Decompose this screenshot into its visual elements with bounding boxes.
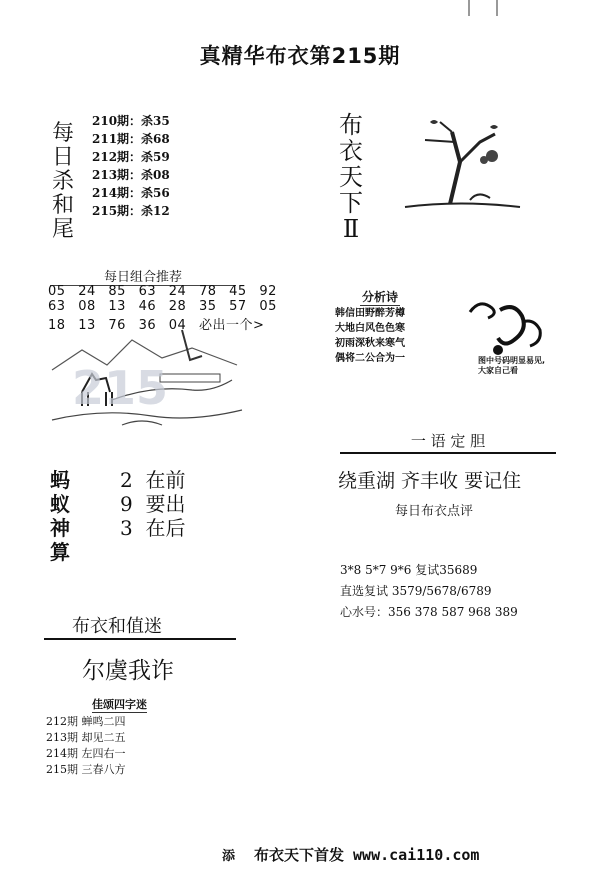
kill-line: 211期：杀68	[92, 132, 170, 146]
combo-row	[48, 284, 285, 299]
heading-char: 每	[51, 121, 74, 146]
combo-number: 57	[229, 299, 247, 314]
riddle-heading: 布衣和值迷	[72, 616, 162, 637]
top-mark	[496, 0, 498, 16]
kill-line: 214期：杀56	[92, 186, 170, 200]
kill-line: 212期：杀59	[92, 150, 170, 164]
riddle-line: 215期 三春八方	[46, 763, 126, 776]
combo-number: 04	[168, 318, 187, 333]
ant-number: 9	[120, 492, 133, 516]
kill-line: 215期：杀12	[92, 204, 170, 218]
combo-number: 35	[198, 299, 217, 314]
ant-line	[120, 516, 185, 540]
combo-number: 05	[259, 299, 277, 314]
poem-line: 韩信田野醉芳樽	[335, 308, 405, 319]
analysis-poem-heading: 分析诗	[361, 290, 398, 304]
ant-text: 要出	[145, 492, 186, 516]
brush-illustration	[460, 292, 550, 362]
combo-number: 13	[108, 299, 126, 314]
heading-char: 蚂	[50, 468, 70, 492]
riddle-line: 214期 左四右一	[46, 747, 126, 760]
daily-combo-grid	[48, 284, 285, 333]
combo-number: 78	[198, 284, 217, 299]
analysis-poem	[335, 306, 405, 366]
one-phrase-heading: 一 语 定 胆	[410, 432, 486, 450]
review-line: 心水号：356 378 587 968 389	[340, 605, 518, 619]
poem-caption	[478, 356, 545, 376]
combo-number: 46	[138, 299, 157, 314]
ant-line	[120, 468, 185, 492]
caption-line: 图中号码明显易见,	[478, 356, 546, 365]
heading-char: 和	[51, 193, 74, 218]
combo-number: 63	[48, 299, 66, 314]
top-mark	[468, 0, 470, 16]
combo-number: 28	[168, 299, 187, 314]
review-line: 3*8 5*7 9*6 复试35689	[340, 563, 478, 577]
daily-kill-heading	[50, 122, 76, 242]
combo-note: 必出一个>	[198, 318, 265, 333]
poem-line: 初雨深秋来寒气	[335, 338, 405, 349]
combo-number: 92	[259, 284, 277, 299]
kill-line: 210期：杀35	[92, 114, 170, 128]
combo-number: 08	[78, 299, 96, 314]
footer-text[interactable]: 布衣天下首发 www.cai110.com	[254, 846, 480, 864]
page-title: 真精华布衣第215期	[199, 44, 401, 68]
ant-line	[120, 492, 185, 516]
divider	[340, 452, 556, 454]
heading-char: 下	[339, 189, 363, 217]
landscape-illustration	[52, 330, 242, 440]
ant-text: 在后	[145, 516, 186, 540]
ant-number: 2	[120, 468, 133, 492]
tree-illustration	[400, 112, 530, 212]
one-phrase-slogan: 绕重湖 齐丰收 要记住	[338, 470, 522, 492]
review-line: 直选复试 3579/5678/6789	[340, 584, 492, 598]
heading-char: 布	[339, 111, 363, 139]
daily-review-heading: 每日布衣点评	[395, 504, 474, 519]
footer-mark: 添	[222, 849, 236, 864]
ant-god-heading	[50, 468, 70, 564]
poem-line: 大地白风色色寒	[335, 323, 405, 334]
heading-char: 神	[50, 516, 70, 540]
riddle-line: 212期 蝉鸣二四	[46, 715, 126, 728]
combo-number: 24	[168, 284, 187, 299]
heading-char: 蚁	[50, 492, 70, 516]
riddle-subheading: 佳颂四字迷	[92, 698, 147, 711]
ant-text: 在前	[145, 468, 186, 492]
riddle-lines	[46, 714, 126, 778]
heading-char: Ⅱ	[342, 215, 360, 243]
review-lines	[340, 560, 518, 623]
combo-number: 85	[108, 284, 126, 299]
ant-god-lines	[120, 468, 185, 540]
heading-char: 天	[339, 163, 363, 191]
riddle-answer: 尔虞我诈	[82, 658, 174, 684]
combo-number: 36	[138, 318, 157, 333]
ant-number: 3	[120, 516, 133, 540]
combo-number: 63	[138, 284, 157, 299]
buyi-tianxia-heading	[338, 112, 364, 242]
combo-number: 45	[229, 284, 247, 299]
combo-number: 76	[108, 318, 126, 333]
daily-combo-heading: 每日组合推荐	[50, 266, 236, 286]
svg-text:215: 215	[72, 361, 169, 415]
divider	[44, 638, 236, 640]
combo-row	[48, 299, 285, 314]
heading-char: 日	[51, 145, 74, 170]
heading-char: 杀	[51, 169, 74, 194]
kill-line: 213期：杀08	[92, 168, 170, 182]
combo-number: 18	[48, 318, 66, 333]
heading-char: 尾	[51, 217, 74, 242]
combo-number: 13	[78, 318, 96, 333]
caption-line: 大家自己看	[478, 366, 518, 375]
riddle-line: 213期 却见二五	[46, 731, 126, 744]
heading-char: 衣	[339, 137, 363, 165]
poem-line: 偶将二公合为一	[335, 353, 405, 364]
combo-number: 24	[78, 284, 96, 299]
heading-char: 算	[50, 540, 70, 564]
daily-kill-list	[92, 112, 170, 220]
combo-number: 05	[48, 284, 66, 299]
